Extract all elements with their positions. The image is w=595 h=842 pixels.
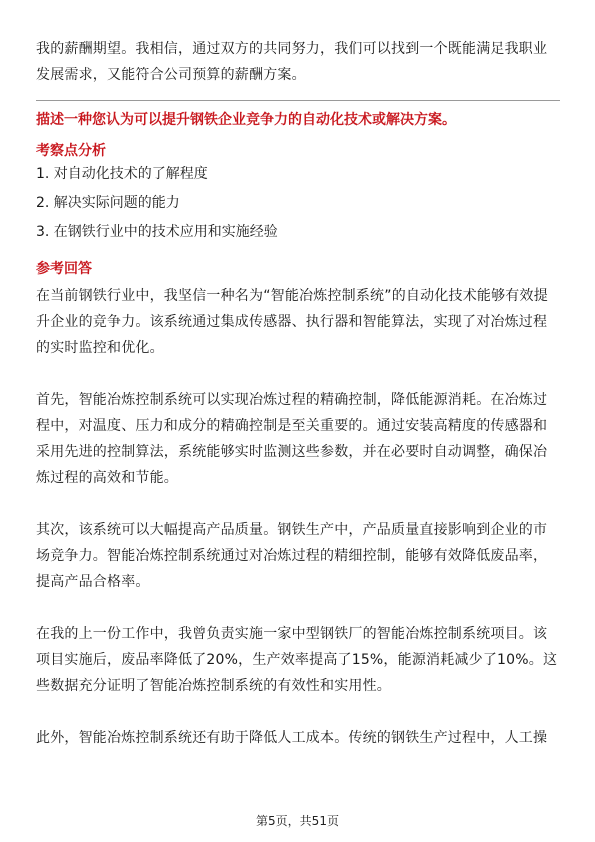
- answer-paragraph: 在当前钢铁行业中，我坚信一种名为“智能冶炼控制系统”的自动化技术能够有效提升企业的竞争力。该系统通过集成传感器、执行器和智能算法，实现了对冶炼过程的实时监控和优化。: [36, 288, 548, 356]
- analysis-point: 1. 对自动化技术的了解程度: [36, 166, 208, 182]
- answer-paragraph: 其次，该系统可以大幅提高产品质量。钢铁生产中，产品质量直接影响到企业的市场竞争力。智能冶炼控制系统通过对冶炼过程的精细控制，能够有效降低废品率，提高产品合格率。: [36, 522, 548, 590]
- analysis-title: 考察点分析: [36, 143, 106, 159]
- answer-paragraph: 首先，智能冶炼控制系统可以实现冶炼过程的精确控制，降低能源消耗。在冶炼过程中，对温度、压力和成分的精确控制是至关重要的。通过安装高精度的传感器和采用先进的控制算法，系统能够实时监测这些参数，并在必要时自动调整，确保冶炼过程的高效和节能。: [36, 392, 548, 486]
- question-heading: 描述一种您认为可以提升钢铁企业竞争力的自动化技术或解决方案。: [36, 112, 456, 128]
- answer-paragraph: 此外，智能冶炼控制系统还有助于降低人工成本。传统的钢铁生产过程中，人工操: [36, 730, 548, 746]
- intro-paragraph: 我的薪酬期望。我相信，通过双方的共同努力，我们可以找到一个既能满足我职业发展需求，又能符合公司预算的薪酬方案。: [36, 41, 548, 83]
- analysis-point: 3. 在钢铁行业中的技术应用和实施经验: [36, 224, 278, 240]
- answer-paragraph: 在我的上一份工作中，我曾负责实施一家中型钢铁厂的智能冶炼控制系统项目。该项目实施后，废品率降低了20%，生产效率提高了15%，能源消耗减少了10%。这些数据充分证明了智能冶炼控制系统的有效性和实用性。: [36, 626, 558, 694]
- analysis-points: [36, 160, 560, 247]
- answer-title: 参考回答: [36, 261, 92, 277]
- section-divider: [36, 100, 560, 101]
- answer-body: [36, 283, 560, 777]
- page-number: 第5页，共51页: [256, 814, 339, 828]
- analysis-point: 2. 解决实际问题的能力: [36, 195, 180, 211]
